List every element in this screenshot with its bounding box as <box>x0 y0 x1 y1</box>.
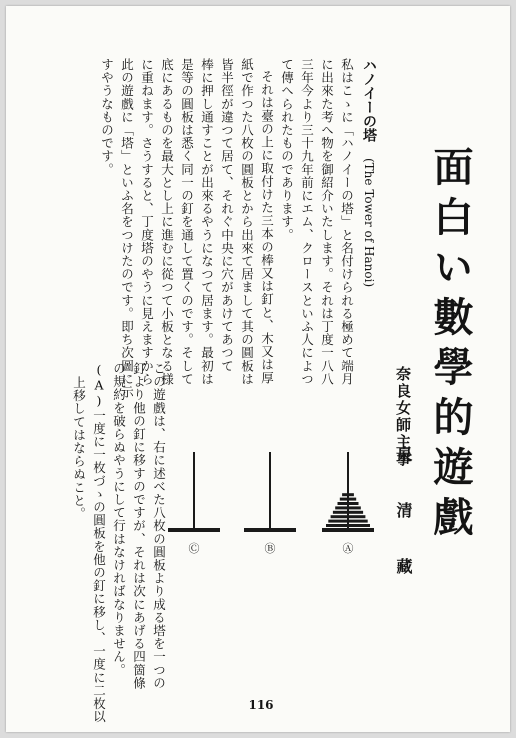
body-line: 底にあるものを最大とし上に進むに從つて小板となる様 <box>159 58 175 386</box>
disk <box>326 524 370 527</box>
rule-line: (A)一度に一枚づゝの圓板を他の釘に移し、一度に二枚以 <box>91 362 107 724</box>
author-affiliation: 奈良女師主事 <box>394 366 412 468</box>
body-line: 此の遊戲に「塔」といふ名をつけたのです。即ち次圖に示 <box>119 58 135 399</box>
rule-line: の規約を破らぬやうにして行はなければなりません。 <box>111 362 127 677</box>
disk <box>328 520 367 523</box>
section-heading-en: (The Tower of Hanoi) <box>362 158 376 288</box>
peg-label: Ⓐ <box>342 542 354 555</box>
peg-base <box>168 528 220 532</box>
figure-bases <box>168 528 374 532</box>
peg-label: Ⓒ <box>188 542 200 555</box>
author-name: 泉清藏 <box>394 446 413 614</box>
body-line: それは臺の上に取付けた三本の棒又は釘と、木又は厚 <box>259 70 275 385</box>
body-line: に出來た考へ物を御紹介いたします。それは丁度一八八 <box>319 58 335 386</box>
disk <box>331 515 366 518</box>
disk <box>338 502 359 505</box>
disk <box>342 493 354 496</box>
body-line: 是等の圓板は悉く同一の釘を通して置くのです。そして <box>179 58 195 386</box>
peg-label: Ⓑ <box>264 542 276 555</box>
rule-line: 釘より他の釘に移すのですが、それは次にあげる四箇條 <box>131 362 147 690</box>
body-line: すやうなものです。 <box>99 58 115 176</box>
figure-labels <box>189 542 354 555</box>
page-number: 116 <box>248 698 274 712</box>
tower-figure <box>166 446 376 556</box>
rule-line: 上移してはならぬこと。 <box>71 376 87 521</box>
body-line: 皆半徑が違つて居て、それぐ中央に穴があけてあつて <box>219 58 235 373</box>
body-line: て傳へられたものであります。 <box>279 58 295 242</box>
section-heading-jp: ハノイーの塔 <box>361 58 377 142</box>
body-line: に重ねます。さうすると、丁度塔のやうに見えますから <box>139 58 155 386</box>
body-line: 紙で作つた八枚の圓板とから出來て居まして其の圓板は <box>239 58 255 386</box>
section-heading <box>362 58 376 287</box>
rule-line: この遊戲は、右に述べた八枚の圓板より成る塔を一つの <box>151 362 167 690</box>
body-line: 三年今より三十九年前にエム、クロースといふ人によつ <box>299 58 315 386</box>
peg-base <box>244 528 296 532</box>
peg-rod <box>269 452 271 528</box>
body-line: 私はこゝに「ハノイーの塔」と名付けられる極めて端月 <box>339 58 355 386</box>
disk <box>335 506 361 509</box>
disk <box>340 498 356 501</box>
book-page <box>6 6 510 732</box>
peg-base <box>322 528 374 532</box>
disk <box>333 511 363 514</box>
article-title: 面白い數學的遊戲 <box>427 146 474 546</box>
peg-rod <box>193 452 195 528</box>
body-line: 棒に押し通すことが出來るやうになつて居ます。最初は <box>199 58 215 386</box>
figure-pegs <box>193 452 349 528</box>
